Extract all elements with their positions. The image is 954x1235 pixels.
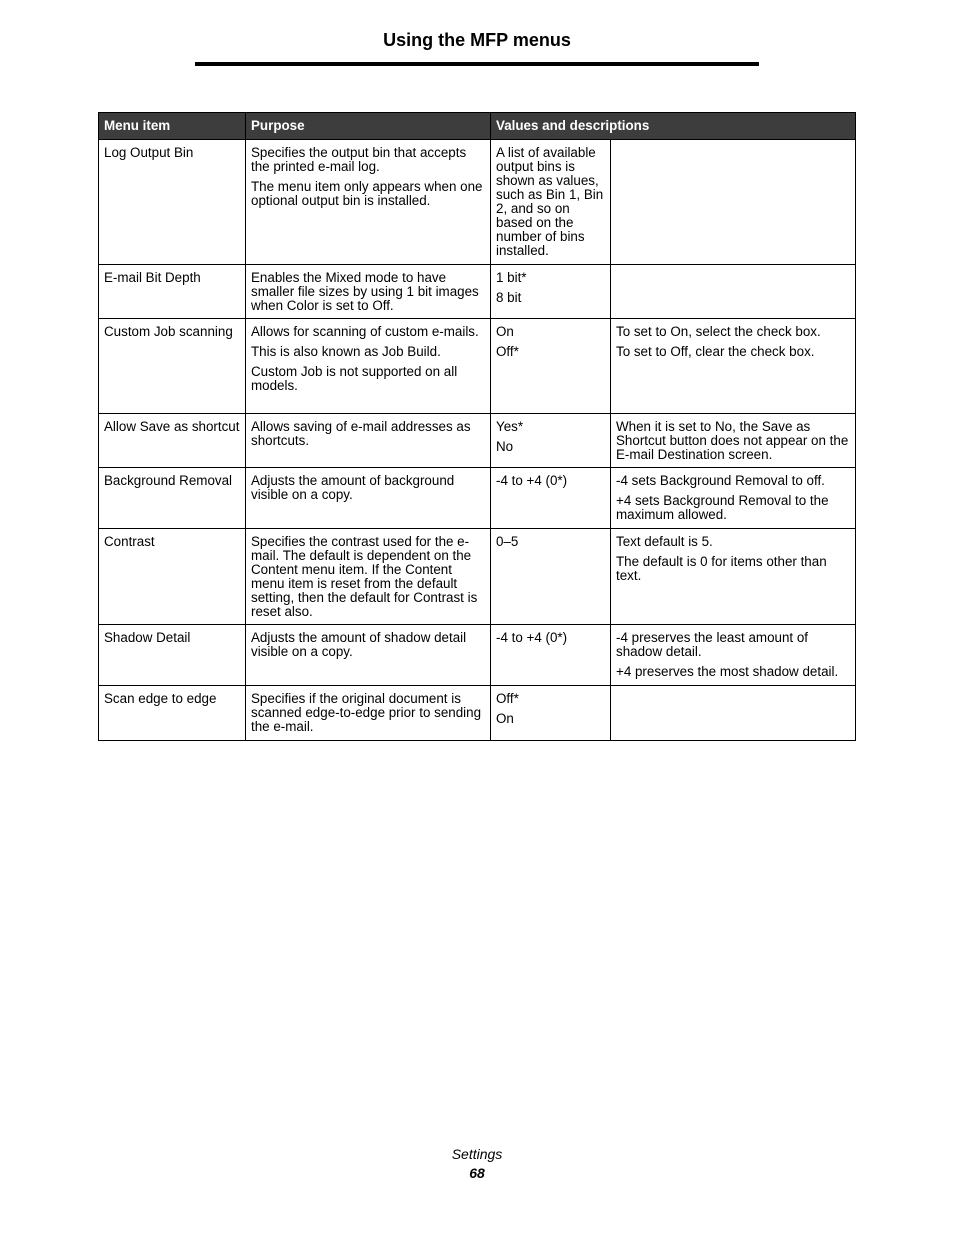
purpose-cell — [246, 468, 491, 529]
values-cell — [491, 265, 611, 319]
menu-item-cell: Scan edge to edge — [99, 686, 246, 741]
values-text: Off* — [496, 344, 519, 359]
values-text: No — [496, 439, 514, 454]
description-text: The default is 0 for items other than text. — [616, 554, 827, 583]
values-text: A list of available output bins is shown as values, such as Bin 1, Bin 2, and so on based on the number of bins installed. — [496, 145, 604, 258]
values-text: Off* — [496, 691, 519, 706]
header-rule — [195, 62, 759, 66]
description-text: To set to On, select the check box. — [616, 324, 821, 339]
description-text: -4 preserves the least amount of shadow detail. — [616, 630, 809, 659]
menu-item-cell: Shadow Detail — [99, 625, 246, 686]
purpose-cell — [246, 414, 491, 468]
values-text: -4 to +4 (0*) — [496, 473, 568, 488]
page-title: Using the MFP menus — [383, 30, 571, 50]
description-text: When it is set to No, the Save as Shortcut button does not appear on the E-mail Destination screen. — [616, 419, 849, 462]
purpose-cell — [246, 625, 491, 686]
table-header-row — [99, 113, 856, 140]
values-cell — [491, 140, 611, 265]
menu-item-cell: Allow Save as shortcut — [99, 414, 246, 468]
purpose-text: Adjusts the amount of shadow detail visible on a copy. — [251, 630, 467, 659]
table-row — [99, 529, 856, 625]
description-cell — [611, 686, 856, 741]
purpose-text: Custom Job is not supported on all models. — [251, 364, 458, 393]
column-header-values: Values and descriptions — [491, 113, 856, 140]
menu-item-cell: Contrast — [99, 529, 246, 625]
values-cell — [491, 319, 611, 414]
values-text: -4 to +4 (0*) — [496, 630, 568, 645]
purpose-text: Specifies the output bin that accepts the printed e-mail log. — [251, 145, 467, 174]
menu-item-cell: Log Output Bin — [99, 140, 246, 265]
table-body — [99, 140, 856, 741]
description-text: +4 sets Background Removal to the maximum allowed. — [616, 493, 829, 522]
values-cell — [491, 686, 611, 741]
description-cell — [611, 319, 856, 414]
purpose-cell — [246, 686, 491, 741]
description-cell — [611, 625, 856, 686]
purpose-cell — [246, 319, 491, 414]
purpose-text: Adjusts the amount of background visible on a copy. — [251, 473, 455, 502]
menu-item-cell: Custom Job scanning — [99, 319, 246, 414]
values-text: 0–5 — [496, 534, 519, 549]
purpose-cell — [246, 265, 491, 319]
page-number: 68 — [469, 1165, 485, 1181]
description-text: -4 sets Background Removal to off. — [616, 473, 825, 488]
values-text: 8 bit — [496, 290, 522, 305]
description-text: Text default is 5. — [616, 534, 713, 549]
description-cell — [611, 529, 856, 625]
description-cell — [611, 140, 856, 265]
menu-table — [98, 112, 856, 741]
description-cell — [611, 414, 856, 468]
purpose-text: The menu item only appears when one optional output bin is installed. — [251, 179, 483, 208]
table-row — [99, 319, 856, 414]
column-header-menu-item: Menu item — [99, 113, 246, 140]
values-text: Yes* — [496, 419, 524, 434]
footer-section-name: Settings — [451, 1146, 503, 1162]
values-text: On — [496, 711, 514, 726]
description-text: +4 preserves the most shadow detail. — [616, 664, 839, 679]
values-text: 1 bit* — [496, 270, 527, 285]
table-row — [99, 468, 856, 529]
table-row — [99, 625, 856, 686]
description-cell — [611, 468, 856, 529]
table-row — [99, 140, 856, 265]
values-text: On — [496, 324, 514, 339]
values-cell — [491, 529, 611, 625]
table-row — [99, 414, 856, 468]
purpose-text: This is also known as Job Build. — [251, 344, 441, 359]
table-row — [99, 265, 856, 319]
purpose-cell — [246, 529, 491, 625]
values-cell — [491, 625, 611, 686]
menu-item-cell: E-mail Bit Depth — [99, 265, 246, 319]
purpose-text: Allows for scanning of custom e-mails. — [251, 324, 479, 339]
purpose-text: Allows saving of e-mail addresses as shortcuts. — [251, 419, 471, 448]
menu-item-cell: Background Removal — [99, 468, 246, 529]
description-text: To set to Off, clear the check box. — [616, 344, 815, 359]
values-cell — [491, 468, 611, 529]
purpose-text: Enables the Mixed mode to have smaller file sizes by using 1 bit images when Color is set to Off. — [251, 270, 479, 313]
purpose-cell — [246, 140, 491, 265]
purpose-text: Specifies the contrast used for the e-mail. The default is dependent on the Content menu item. If the Content menu item is reset from the default setting, then the default for Contrast is reset also. — [251, 534, 478, 619]
column-header-purpose: Purpose — [246, 113, 491, 140]
values-cell — [491, 414, 611, 468]
table-row — [99, 686, 856, 741]
purpose-text: Specifies if the original document is scanned edge-to-edge prior to sending the e-mail. — [251, 691, 482, 734]
description-cell — [611, 265, 856, 319]
